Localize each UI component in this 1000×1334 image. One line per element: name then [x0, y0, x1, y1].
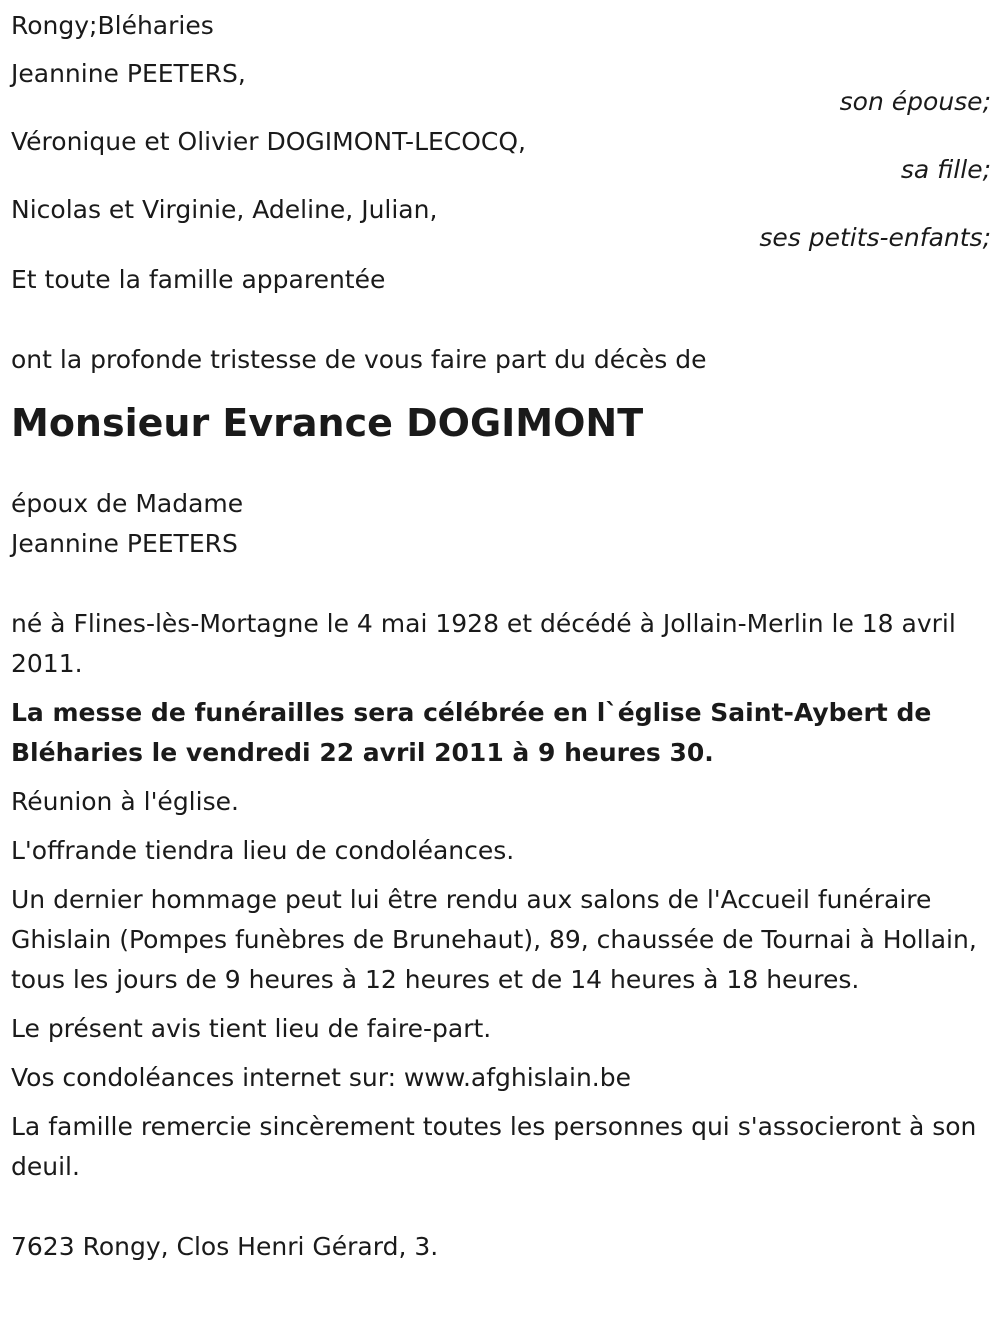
spouse-line-2: Jeannine PEETERS [11, 529, 238, 558]
birth-death-paragraph: né à Flines-lès-Mortagne le 4 mai 1928 et décédé à Jollain-Merlin le 18 avril 2011. [11, 609, 956, 678]
notice-paragraph: Le présent avis tient lieu de faire-part. [11, 1014, 492, 1043]
deceased-name: Monsieur Evrance DOGIMONT [11, 401, 644, 445]
family-closing: Et toute la famille apparentée [11, 265, 386, 294]
family-entry-daughter [11, 122, 991, 182]
spouse-line-1: époux de Madame [11, 489, 244, 518]
family-member-name: Jeannine PEETERS, [11, 59, 246, 88]
thanks-paragraph: La famille remercie sincèrement toutes les personnes qui s'associeront à son deuil. [11, 1112, 977, 1181]
family-member-name: Nicolas et Virginie, Adeline, Julian, [11, 195, 438, 224]
funeral-mass-paragraph: La messe de funérailles sera célébrée en l`église Saint-Aybert de Bléharies le vendredi 22 avril 2011 à 9 heures 30. [11, 698, 932, 767]
offering-paragraph: L'offrande tiendra lieu de condoléances. [11, 836, 515, 865]
tribute-paragraph: Un dernier hommage peut lui être rendu aux salons de l'Accueil funéraire Ghislain (Pompes funèbres de Brunehaut), 89, chaussée de Tournai à Hollain, tous les jours de 9 heures à 12 heures et de 14 heures à 18 heures. [11, 885, 977, 994]
location-header: Rongy;Bléharies [11, 11, 214, 40]
obituary-notice [11, 6, 991, 1267]
address: 7623 Rongy, Clos Henri Gérard, 3. [11, 1232, 439, 1261]
family-member-role: sa fille; [900, 155, 991, 184]
family-entry-spouse [11, 54, 991, 114]
announcement-text: ont la profonde tristesse de vous faire part du décès de [11, 345, 707, 374]
family-member-name: Véronique et Olivier DOGIMONT-LECOCQ, [11, 127, 527, 156]
family-member-role: ses petits-enfants; [759, 223, 991, 252]
family-member-role: son épouse; [839, 87, 991, 116]
meeting-paragraph: Réunion à l'église. [11, 787, 239, 816]
condolences-online-paragraph: Vos condoléances internet sur: www.afghislain.be [11, 1063, 631, 1092]
family-entry-grandchildren [11, 190, 991, 250]
